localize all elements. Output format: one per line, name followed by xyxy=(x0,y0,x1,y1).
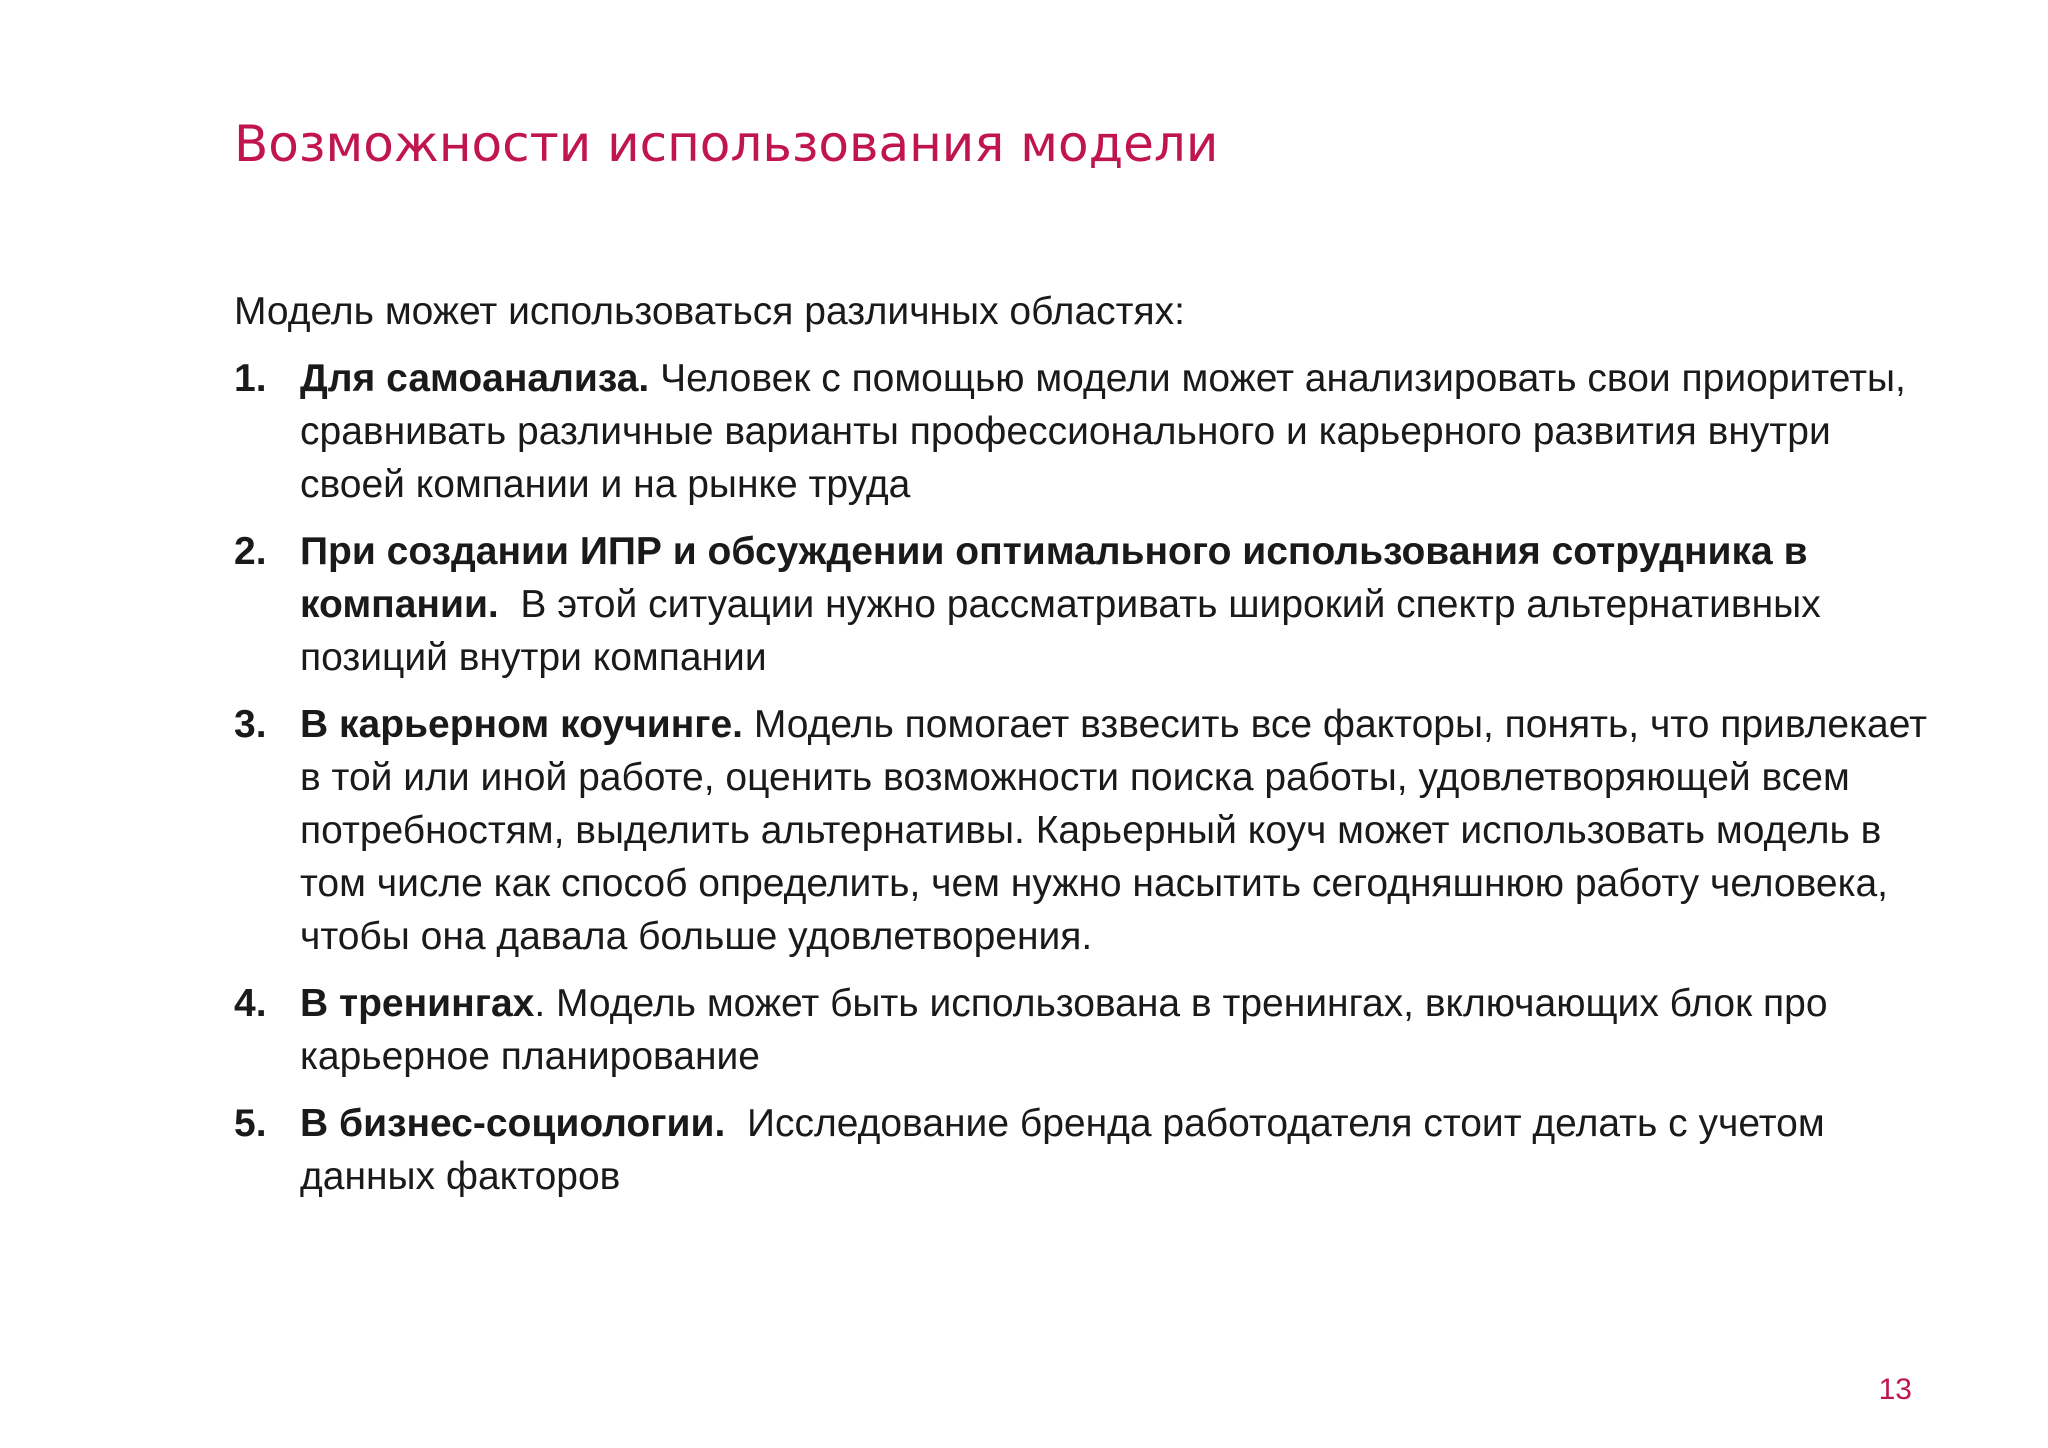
item-text xyxy=(300,698,1934,963)
item-number: 3. xyxy=(234,703,267,746)
item-heading: При создании ИПР и обсуждении оптимального использования сотрудника в компании. xyxy=(300,530,1808,626)
item-number: 4. xyxy=(234,982,267,1025)
list-item xyxy=(234,525,1934,684)
item-number: 2. xyxy=(234,530,267,573)
slide-content xyxy=(234,285,1934,1217)
page-number: 13 xyxy=(1878,1373,1912,1406)
item-text xyxy=(300,525,1934,684)
item-description: В этой ситуации нужно рассматривать широкий спектр альтернативных позиций внутри компании xyxy=(300,583,1832,679)
item-text xyxy=(300,352,1934,511)
item-heading: Для самоанализа. xyxy=(300,357,650,400)
slide-title: Возможности использования модели xyxy=(234,115,1219,173)
list-item xyxy=(234,352,1934,511)
item-description: Модель помогает взвесить все факторы, понять, что привлекает в той или иной работе, оценить возможности поиска работы, удовлетворяющей всем потребностям, выделить альтернативы. Карьерный коуч может использовать модель в том числе как способ определить, чем нужно насытить сегодняшнюю работу человека, чтобы она давала больше удовлетворения. xyxy=(300,703,1927,958)
list-item xyxy=(234,977,1934,1083)
item-number: 1. xyxy=(234,357,267,400)
item-heading: В тренингах xyxy=(300,982,535,1025)
intro-text: Модель может использоваться различных областях: xyxy=(234,290,1185,333)
item-heading: В бизнес-социологии. xyxy=(300,1102,726,1145)
usage-list xyxy=(234,352,1934,1203)
item-description: Исследование бренда работодателя стоит делать с учетом данных факторов xyxy=(300,1102,1836,1198)
item-description: Человек с помощью модели может анализировать свои приоритеты, сравнивать различные варианты профессионального и карьерного развития внутри своей компании и на рынке труда xyxy=(300,357,1906,506)
item-heading: В карьерном коучинге. xyxy=(300,703,744,746)
item-number: 5. xyxy=(234,1102,267,1145)
item-text xyxy=(300,1097,1934,1203)
list-item xyxy=(234,1097,1934,1203)
item-description: . Модель может быть использована в тренингах, включающих блок про карьерное планирование xyxy=(300,982,1828,1078)
item-text xyxy=(300,977,1934,1083)
list-item xyxy=(234,698,1934,963)
